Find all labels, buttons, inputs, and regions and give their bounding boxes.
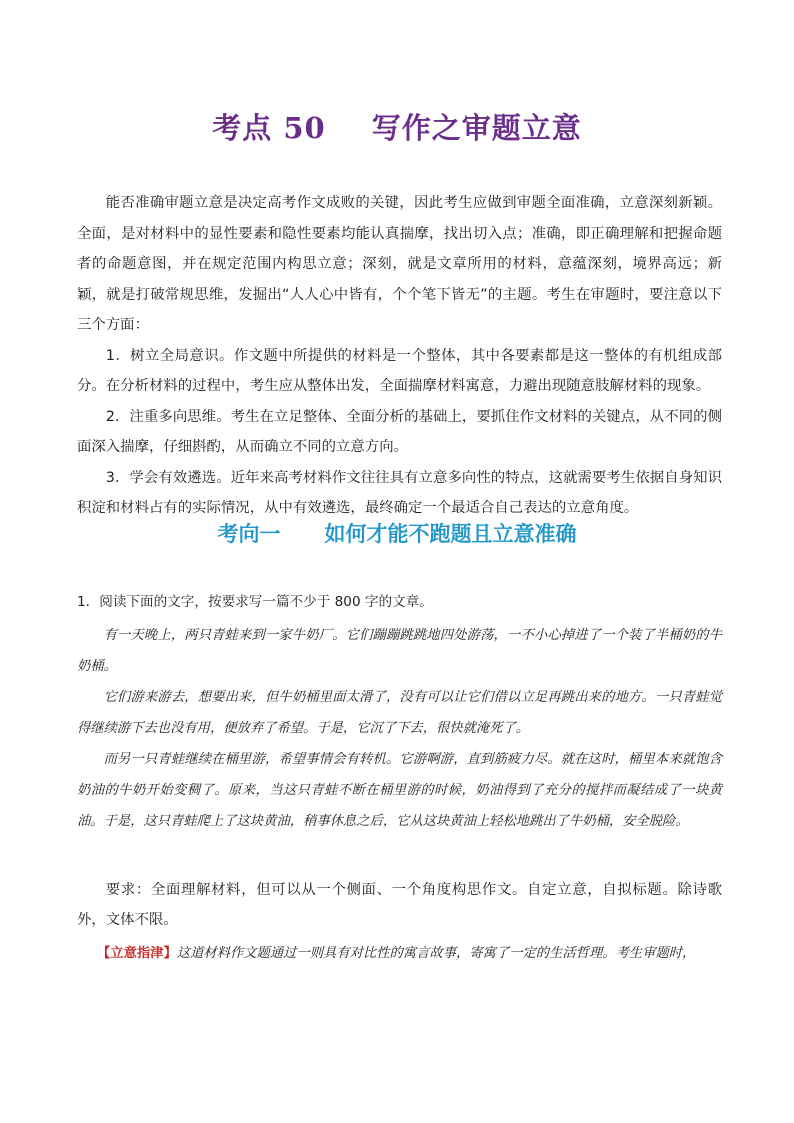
- point-2-paragraph: 2．注重多向思维。考生在立足整体、全面分析的基础上，要抓住作文材料的关键点，从不同的侧面深入揣摩，仔细斟酌，从而确立不同的立意方向。: [77, 408, 722, 455]
- requirement-text: [77, 875, 722, 935]
- section-title: 如何才能不跑题且立意准确: [324, 522, 577, 546]
- question-prompt: 1．阅读下面的文字，按要求写一篇不少于 800 字的文章。: [77, 594, 433, 610]
- title-topic-number: 考点 50: [212, 111, 326, 145]
- point-3-paragraph: 3．学会有效遴选。近年来高考材料作文往往具有立意多向性的特点，这就需要考生依据自身知识积淀和材料占有的实际情况，从中有效遴选，最终确定一个最适合自己表达的立意角度。: [77, 469, 722, 516]
- story-material: [77, 620, 722, 837]
- point-1-paragraph: 1．树立全局意识。作文题中所提供的材料是一个整体，其中各要素都是这一整体的有机组成部分。在分析材料的过程中，考生应从整体出发，全面揣摩材料寓意，力避出现随意肢解材料的现象。: [77, 347, 722, 394]
- page-title: [0, 106, 794, 147]
- intro-section: [77, 188, 722, 524]
- section-label: 考向一: [217, 522, 281, 546]
- guide-text: 这道材料作文题通过一则具有对比性的寓言故事，寄寓了一定的生活哲理。考生审题时，: [176, 946, 696, 961]
- requirement-paragraph: 要求：全面理解材料，但可以从一个侧面、一个角度构思作文。自定立意，自拟标题。除诗歌外，文体不限。: [77, 882, 722, 928]
- intro-paragraph: 能否准确审题立意是决定高考作文成败的关键，因此考生应做到审题全面准确，立意深刻新颖。全面，是对材料中的显性要素和隐性要素均能认真揣摩，找出切入点；准确，即正确理解和把握命题者的命题意图，并在规定范围内构思立意；深刻，就是文章所用的材料，意蕴深刻，境界高远；新颖，就是打破常规思维，发掘出“人人心中皆有，个个笔下皆无”的主题。考生在审题时，要注意以下三个方面：: [77, 195, 722, 333]
- story-paragraph: 而另一只青蛙继续在桶里游，希望事情会有转机。它游啊游，直到筋疲力尽。就在这时，桶里本来就饱含奶油的牛奶开始变稠了。原来，当这只青蛙不断在桶里游的时候，奶油得到了充分的搅拌而凝结成了一块黄油。于是，这只青蛙爬上了这块黄油，稍事休息之后，它从这块黄油上轻松地跳出了牛奶桶，安全脱险。: [77, 752, 722, 829]
- story-paragraph: 有一天晚上，两只青蛙来到一家牛奶厂。它们蹦蹦跳跳地四处游荡，一不小心掉进了一个装了半桶奶的牛奶桶。: [77, 628, 722, 674]
- guide-line: [97, 940, 722, 968]
- guide-tag: 【立意指津】: [97, 946, 177, 961]
- title-topic-name: 写作之审题立意: [371, 111, 582, 145]
- section-heading: [0, 518, 794, 548]
- story-paragraph: 它们游来游去，想要出来，但牛奶桶里面太滑了，没有可以让它们借以立足再跳出来的地方。一只青蛙觉得继续游下去也没有用，便放弃了希望。于是，它沉了下去，很快就淹死了。: [77, 690, 722, 736]
